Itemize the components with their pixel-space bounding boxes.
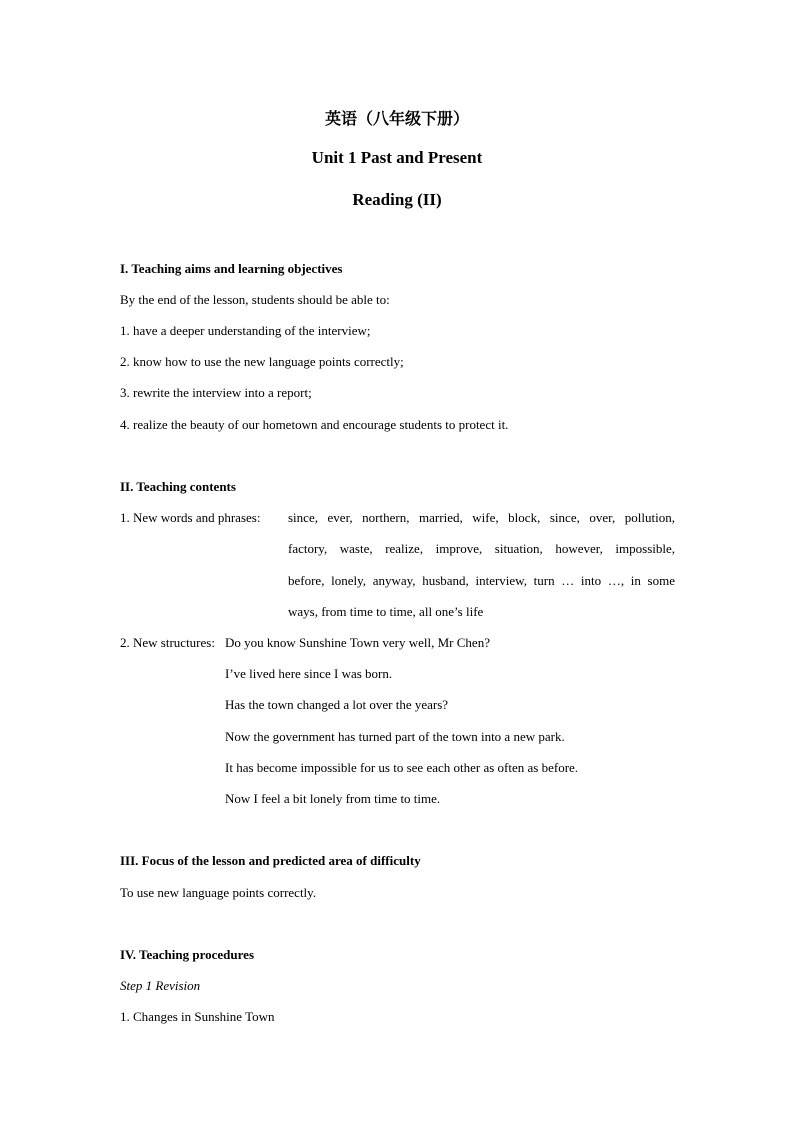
section-3-text: To use new language points correctly. (120, 885, 317, 900)
lesson-title: Reading (II) (352, 190, 442, 209)
structure-sentence: Do you know Sunshine Town very well, Mr Chen? (225, 635, 490, 650)
section-3-heading: III. Focus of the lesson and predicted area of difficulty (120, 853, 421, 868)
procedure-item: 1. Changes in Sunshine Town (120, 1009, 275, 1024)
structure-sentence: Now I feel a bit lonely from time to time. (225, 791, 441, 806)
unit-title: Unit 1 Past and Present (311, 148, 483, 167)
structure-sentence: Now the government has turned part of the town into a new park. (225, 729, 565, 744)
objective-item: 2. know how to use the new language points correctly; (120, 354, 404, 369)
section-1-heading: I. Teaching aims and learning objectives (120, 261, 343, 276)
new-words-line: before, lonely, anyway, husband, interview, turn … into …, in some (288, 573, 675, 588)
new-words-line: since, ever, northern, married, wife, block, since, over, pollution, (288, 510, 675, 525)
section-4-heading: IV. Teaching procedures (120, 947, 255, 962)
structure-sentence: I’ve lived here since I was born. (225, 666, 393, 681)
objective-item: 3. rewrite the interview into a report; (120, 385, 312, 400)
section-2-heading: II. Teaching contents (120, 479, 236, 494)
section-1-intro: By the end of the lesson, students should be able to: (120, 292, 390, 307)
new-structures-label: 2. New structures: (120, 635, 215, 650)
objective-item: 1. have a deeper understanding of the interview; (120, 323, 371, 338)
new-words-line: ways, from time to time, all one’s life (288, 604, 484, 619)
objective-item: 4. realize the beauty of our hometown and encourage students to protect it. (120, 417, 509, 432)
document-title-cn: 英语（八年级下册） (324, 109, 469, 128)
structure-sentence: Has the town changed a lot over the years? (225, 697, 449, 712)
step-title: Step 1 Revision (120, 978, 201, 993)
structure-sentence: It has become impossible for us to see each other as often as before. (225, 760, 579, 775)
new-words-line: factory, waste, realize, improve, situation, however, impossible, (288, 541, 675, 556)
new-words-label: 1. New words and phrases: (120, 510, 261, 525)
